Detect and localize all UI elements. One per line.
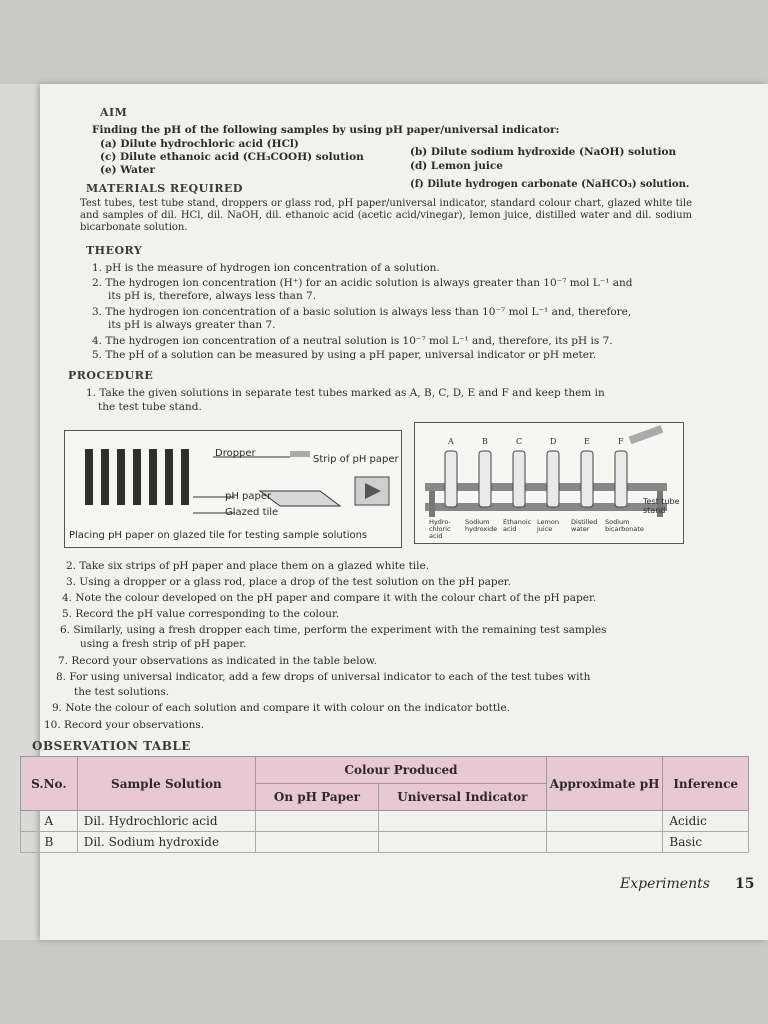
theory-item-3b: its pH is always greater than 7. <box>108 319 276 331</box>
ph-paper-label: pH paper <box>225 491 272 502</box>
procedure-step-6b: using a fresh strip of pH paper. <box>80 638 247 650</box>
book-page <box>31 84 768 940</box>
solution-label-3: Ethanoic acid <box>503 518 532 533</box>
aim-item-a: (a) Dilute hydrochloric acid (HCl) <box>100 138 299 150</box>
cell-sno: A <box>21 811 78 832</box>
procedure-heading: PROCEDURE <box>68 369 154 382</box>
col-sample: Sample Solution <box>77 757 255 811</box>
figure-caption: Placing pH paper on glazed tile for testing sample solutions <box>69 530 368 541</box>
strip-label: Strip of pH paper <box>313 454 399 465</box>
tube-label-a: A <box>448 437 454 446</box>
theory-item-4: 4. The hydrogen ion concentration of a neutral solution is 10⁻⁷ mol L⁻¹ and, therefore, its pH is 7. <box>92 335 613 347</box>
aim-item-b: (b) Dilute sodium hydroxide (NaOH) solution <box>410 146 677 158</box>
solution-label-1: Hydro-chloric acid <box>429 518 451 540</box>
theory-item-1: 1. pH is the measure of hydrogen ion concentration of a solution. <box>92 262 440 274</box>
cell-approx-ph <box>546 811 663 832</box>
procedure-step-5: 5. Record the pH value corresponding to the colour. <box>62 608 340 620</box>
footer-label: Experiments <box>620 876 710 892</box>
aim-item-d: (d) Lemon juice <box>410 160 503 172</box>
stand-label: Test tube stand <box>643 497 680 515</box>
aim-item-c: (c) Dilute ethanoic acid (CH₃COOH) solution <box>100 151 364 163</box>
aim-item-e: (e) Water <box>100 164 156 176</box>
table-row <box>21 832 749 853</box>
col-sno: S.No. <box>21 757 78 811</box>
procedure-step-2: 2. Take six strips of pH paper and place them on a glazed white tile. <box>66 560 430 572</box>
solution-label-2: Sodium hydroxide <box>465 518 498 533</box>
procedure-step-8: 8. For using universal indicator, add a few drops of universal indicator to each of the test tubes with <box>56 671 591 683</box>
cell-approx-ph <box>546 832 663 853</box>
observation-table <box>20 756 749 853</box>
aim-heading: AIM <box>100 106 128 119</box>
solution-label-4: Lemon juice <box>537 518 559 533</box>
col-inference: Inference <box>663 757 749 811</box>
theory-heading: THEORY <box>86 244 143 257</box>
cell-inference: Basic <box>663 832 749 853</box>
tile-label: Glazed tile <box>225 507 279 518</box>
cell-ph-paper <box>256 811 379 832</box>
col-colour: Colour Produced <box>256 757 547 784</box>
procedure-step-8b: the test solutions. <box>74 686 170 698</box>
procedure-step-4: 4. Note the colour developed on the pH paper and compare it with the colour chart of the pH paper. <box>62 592 597 604</box>
tube-label-c: C <box>516 437 523 446</box>
solution-label-5: Distilled water <box>571 518 598 533</box>
cell-ph-paper <box>256 832 379 853</box>
col-approx-ph: Approximate pH <box>546 757 663 811</box>
aim-item-f: (f) Dilute hydrogen carbonate (NaHCO₃) solution. <box>410 179 690 190</box>
figure-ph-paper-on-tile <box>64 430 402 548</box>
cell-universal <box>378 832 546 853</box>
procedure-step-1b: the test tube stand. <box>98 401 202 413</box>
table-row <box>21 811 749 832</box>
procedure-step-6: 6. Similarly, using a fresh dropper each time, perform the experiment with the remaining test samples <box>60 624 607 636</box>
materials-text: Test tubes, test tube stand, droppers or glass rod, pH paper/universal indicator, standard colour chart, glazed white tile and samples of dil. HCl, dil. NaOH, dil. ethanoic acid (acetic acid/vinegar), lemon juice, distilled water and dil. sodium bicarbonate solution. <box>80 198 692 233</box>
theory-item-2b: its pH is, therefore, always less than 7. <box>108 290 317 302</box>
procedure-step-7: 7. Record your observations as indicated in the table below. <box>58 655 377 667</box>
procedure-step-3: 3. Using a dropper or a glass rod, place a drop of the test solution on the pH paper. <box>66 576 511 588</box>
cell-sample: Dil. Hydrochloric acid <box>77 811 255 832</box>
tube-label-f: F <box>618 437 624 446</box>
procedure-step-10: 10. Record your observations. <box>44 719 205 731</box>
solution-label-6: Sodium bicarbonate <box>605 518 644 533</box>
theory-item-3: 3. The hydrogen ion concentration of a basic solution is always less than 10⁻⁷ mol L⁻¹ and, therefore, <box>92 306 632 318</box>
theory-item-2: 2. The hydrogen ion concentration (H⁺) for an acidic solution is always greater than 10⁻⁷ mol L⁻¹ and <box>92 277 633 289</box>
procedure-step-1: 1. Take the given solutions in separate test tubes marked as A, B, C, D, E and F and keep them in <box>86 387 605 399</box>
col-ph-paper: On pH Paper <box>256 784 379 811</box>
page-number: 15 <box>735 876 755 892</box>
theory-item-5: 5. The pH of a solution can be measured by using a pH paper, universal indicator or pH meter. <box>92 349 597 361</box>
tube-label-d: D <box>550 437 557 446</box>
observation-heading: OBSERVATION TABLE <box>32 739 191 753</box>
cell-inference: Acidic <box>663 811 749 832</box>
tube-label-e: E <box>584 437 590 446</box>
col-universal: Universal Indicator <box>378 784 546 811</box>
procedure-step-9: 9. Note the colour of each solution and compare it with colour on the indicator bottle. <box>52 702 510 714</box>
tube-label-b: B <box>482 437 488 446</box>
cell-universal <box>378 811 546 832</box>
figure-test-tube-stand <box>414 422 684 544</box>
dropper-label: Dropper <box>215 448 256 459</box>
aim-intro: Finding the pH of the following samples by using pH paper/universal indicator: <box>92 124 560 136</box>
materials-heading: MATERIALS REQUIRED <box>86 182 243 195</box>
cell-sno: B <box>21 832 78 853</box>
cell-sample: Dil. Sodium hydroxide <box>77 832 255 853</box>
